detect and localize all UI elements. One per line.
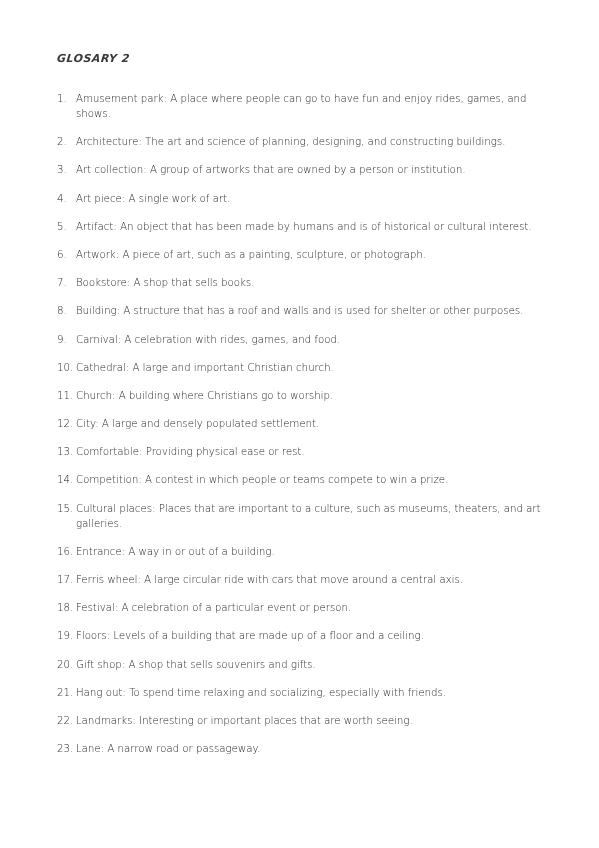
list-item	[57, 417, 547, 432]
list-item	[57, 304, 547, 319]
item-number: 15.	[57, 503, 74, 515]
list-item	[57, 445, 547, 460]
item-text: Hang out: To spend time relaxing and socializing, especially with friends.	[76, 687, 447, 699]
item-text: Artifact: An object that has been made by humans and is of historical or cultural interest.	[76, 221, 532, 233]
item-text: Competition: A contest in which people or teams compete to win a prize.	[76, 475, 449, 487]
item-number: 23.	[57, 744, 74, 756]
item-number: 18.	[57, 603, 74, 615]
list-item	[57, 92, 547, 122]
item-text: Comfortable: Providing physical ease or rest.	[76, 447, 305, 459]
item-text: Building: A structure that has a roof and walls and is used for shelter or other purposes.	[76, 306, 524, 318]
item-number: 21.	[57, 687, 74, 699]
item-number: 4.	[57, 193, 67, 205]
list-item	[57, 361, 547, 376]
item-text: Festival: A celebration of a particular event or person.	[76, 603, 352, 615]
item-number: 20.	[57, 659, 74, 671]
item-number: 9.	[57, 334, 67, 346]
item-number: 17.	[57, 575, 74, 586]
item-text: Floors: Levels of a building that are made up of a floor and a ceiling.	[76, 631, 424, 643]
item-text: Entrance: A way in or out of a building.	[76, 546, 275, 558]
list-item	[57, 135, 547, 150]
list-item	[57, 473, 547, 488]
item-text: Art piece: A single work of art.	[76, 193, 231, 205]
item-number: 1.	[57, 94, 67, 105]
list-item	[57, 686, 547, 701]
item-number: 3.	[57, 165, 67, 177]
list-item	[57, 629, 547, 644]
item-number: 14.	[57, 475, 74, 487]
list-item	[57, 333, 547, 348]
glossary-list	[57, 92, 547, 770]
item-number: 5.	[57, 221, 67, 233]
item-text: Architecture: The art and science of planning, designing, and constructing buildings.	[76, 137, 506, 149]
item-number: 13.	[57, 447, 74, 459]
item-number: 12.	[57, 419, 74, 431]
item-text: Bookstore: A shop that sells books.	[76, 278, 255, 290]
item-text: Art collection: A group of artworks that are owned by a person or institution.	[76, 165, 466, 177]
item-number: 8.	[57, 306, 67, 318]
item-text: Church: A building where Christians go to worship.	[76, 390, 334, 402]
list-item	[57, 714, 547, 729]
item-text: City: A large and densely populated settlement.	[76, 419, 320, 431]
item-text: Amusement park: A place where people can go to have fun and enjoy rides, games, and shows.	[76, 94, 527, 120]
item-text: Gift shop: A shop that sells souvenirs and gifts.	[76, 659, 316, 671]
item-text: Artwork: A piece of art, such as a painting, sculpture, or photograph.	[76, 249, 427, 261]
item-text: Cathedral: A large and important Christian church.	[76, 362, 334, 374]
item-text: Cultural places: Places that are important to a culture, such as museums, theaters, and art galleries.	[76, 503, 541, 530]
list-item	[57, 220, 547, 235]
item-text: Ferris wheel: A large circular ride with cars that move around a central axis.	[76, 575, 464, 586]
item-number: 22.	[57, 715, 74, 727]
list-item	[57, 276, 547, 291]
list-item	[57, 545, 547, 560]
list-item	[57, 573, 547, 588]
item-text: Landmarks: Interesting or important places that are worth seeing.	[76, 715, 413, 727]
list-item	[57, 658, 547, 673]
item-text: Carnival: A celebration with rides, games, and food.	[76, 334, 341, 346]
item-number: 2.	[57, 137, 67, 149]
item-text: Lane: A narrow road or passageway.	[76, 744, 261, 756]
list-item	[57, 248, 547, 263]
item-number: 7.	[57, 278, 67, 290]
page-title: GLOSARY 2	[56, 52, 131, 65]
list-item	[57, 742, 547, 757]
item-number: 16.	[57, 546, 74, 558]
list-item	[57, 601, 547, 616]
list-item	[57, 163, 547, 178]
item-number: 6.	[57, 249, 67, 261]
list-item	[57, 389, 547, 404]
item-number: 10.	[57, 362, 74, 374]
item-number: 19.	[57, 631, 74, 643]
item-number: 11.	[57, 390, 74, 402]
list-item	[57, 502, 547, 532]
list-item	[57, 192, 547, 207]
